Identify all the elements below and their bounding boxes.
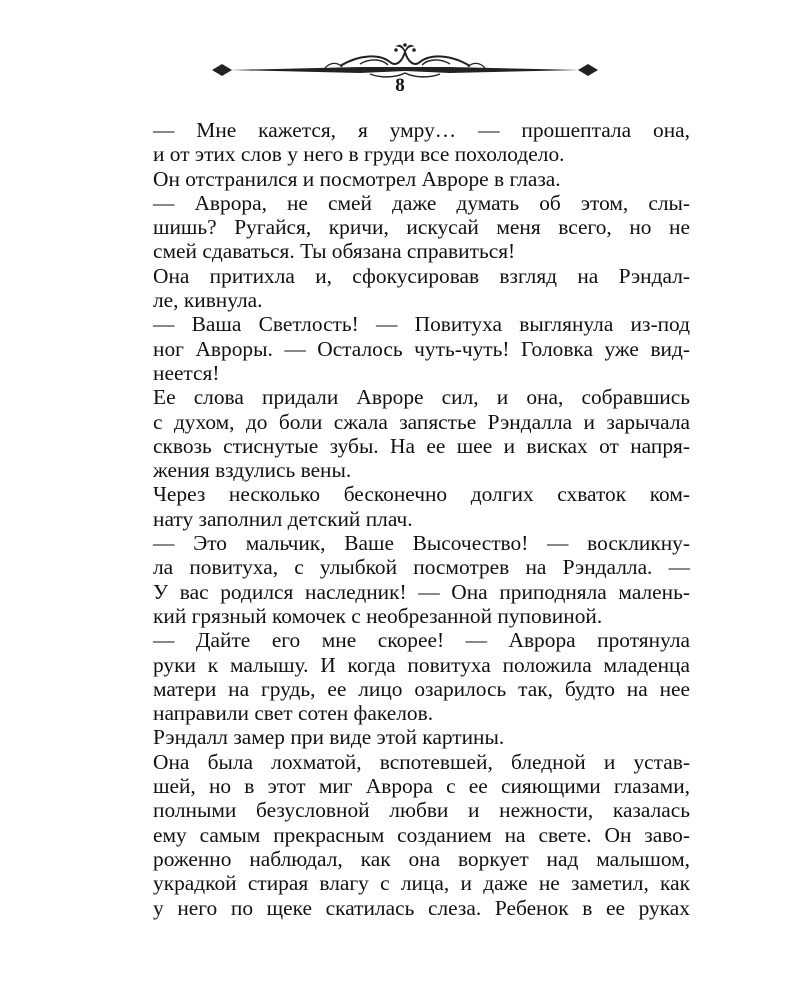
text-line: Ее слова придали Авроре сил, и она, собравшись — [153, 385, 690, 410]
text-line: неется! — [153, 360, 220, 385]
text-line: роженно наблюдал, как она воркует над малышом, — [153, 846, 690, 871]
text-line: сквозь стиснутые зубы. На ее шее и висках от напря- — [153, 433, 690, 458]
text-line: У вас родился наследник! — Она приподняла малень- — [153, 579, 690, 604]
text-line: ему самым прекрасным созданием на свете. Он заво- — [153, 822, 690, 847]
text-line: — Мне кажется, я умру… — прошептала она, — [153, 118, 690, 142]
page-number: 8 — [395, 75, 405, 96]
text-line: — Это мальчик, Ваше Высочество! — воскликну- — [153, 531, 690, 556]
text-line: шей, но в этот миг Аврора с ее сияющими глазами, — [153, 774, 690, 799]
text-line: полными безусловной любви и нежности, казалась — [153, 798, 690, 823]
text-line: — Ваша Светлость! — Повитуха выглянула из-под — [153, 312, 690, 337]
text-line: кий грязный комочек с необрезанной пуповиной. — [153, 603, 603, 628]
text-line: и от этих слов у него в груди все похолодело. — [153, 142, 565, 167]
text-line: шишь? Ругайся, кричи, искусай меня всего, но не — [153, 215, 690, 240]
text-line: ног Авроры. — Осталось чуть-чуть! Головка уже вид- — [153, 336, 690, 361]
body-text — [153, 118, 690, 920]
text-line: ле, кивнула. — [153, 288, 263, 313]
text-line: Она притихла и, сфокусировав взгляд на Рэндал- — [153, 263, 690, 288]
text-line: ла повитуха, с улыбкой посмотрев на Рэндалла. — — [153, 555, 690, 580]
text-line: смей сдаваться. Ты обязана справиться! — [153, 239, 516, 264]
text-line: матери на грудь, ее лицо озарилось так, будто на нее — [153, 676, 690, 701]
text-line: у него по щеке скатилась слеза. Ребенок в ее руках — [153, 895, 690, 920]
text-line: руки к малышу. И когда повитуха положила младенца — [153, 652, 690, 677]
text-line: Он отстранился и посмотрел Авроре в глаза. — [153, 166, 561, 191]
text-line: Она была лохматой, вспотевшей, бледной и устав- — [153, 749, 690, 774]
text-line: с духом, до боли сжала запястье Рэндалла и зарычала — [153, 409, 690, 434]
text-line: направили свет сотен факелов. — [153, 701, 434, 726]
text-line: украдкой стирая влагу с лица, и даже не заметил, как — [153, 871, 690, 896]
text-line: нату заполнил детский плач. — [153, 506, 413, 531]
text-line: жения вздулись вены. — [153, 458, 352, 483]
text-line: Через несколько бесконечно долгих схваток ком- — [153, 482, 690, 507]
text-line: — Аврора, не смей даже думать об этом, слы- — [153, 190, 690, 215]
text-line: Рэндалл замер при виде этой картины. — [153, 725, 505, 750]
text-line: — Дайте его мне скорее! — Аврора протянула — [153, 628, 690, 653]
